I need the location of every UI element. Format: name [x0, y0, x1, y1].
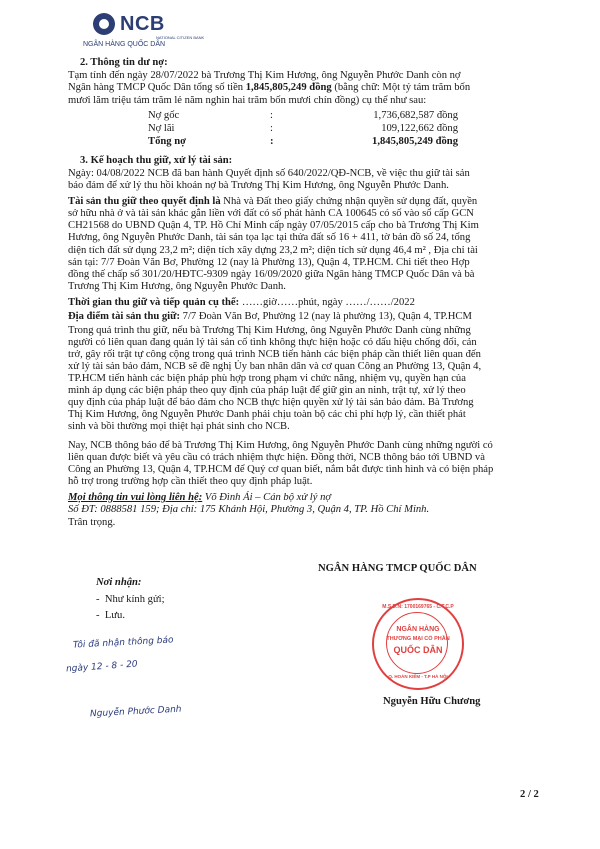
- debt-paragraph-line-1: Tạm tính đến ngày 28/07/2022 bà Trương Thị Kim Hương, ông Nguyễn Phước Danh còn nợ: [68, 70, 461, 81]
- paragraph-line: sinh và bồi thường mọi thiệt hại phát sinh cho NCB.: [68, 421, 290, 432]
- paragraph-line: mình áp dụng các biện pháp theo quy định của pháp luật để giữ gìn an ninh, trật tự, xử lý theo: [68, 385, 466, 396]
- paragraph-line: Thị Kim Hương, ông Nguyễn Phước Danh phải chịu toàn bộ các chi phí hợp lý, cần thiết phát: [68, 409, 466, 420]
- asset-line-6: sản tại: 7/7 Đoàn Văn Bơ, Phường 12 (nay là Phường 13), Quận 4, TP.HCM. Chi tiết theo Hợp: [68, 257, 470, 268]
- signature-org: NGÂN HÀNG TMCP QUỐC DÂN: [318, 563, 477, 574]
- recipients-title: Nơi nhận:: [96, 577, 142, 588]
- contact-info: Mọi thông tin vui lòng liên hệ: Võ Đình Ái – Cán bộ xử lý nợ: [68, 492, 332, 503]
- paragraph-line: người có liên quan đang quản lý tài sản cố tình không thực hiện hoặc có dấu hiệu chống đối, cản: [68, 337, 477, 348]
- bank-stamp: M.S.D.N: 1700169765 - C.T.C.P NGÂN HÀNG THƯƠNG MẠI CỔ PHẦN QUỐC DÂN Q. HOÀN KIẾM - T.P HÀ NỘI: [372, 598, 464, 690]
- recipient-item: - Như kính gửi;: [96, 594, 165, 605]
- handwritten-name: Nguyễn Phước Danh: [89, 704, 182, 720]
- paragraph-line: liên quan được biết và yêu cầu có trách nhiệm thực hiện. Đồng thời, NCB thông báo tới UBND và: [68, 452, 485, 463]
- seizure-location: Địa điểm tài sản thu giữ: 7/7 Đoàn Văn Bơ, Phường 12 (nay là phường 13), Quận 4, TP.HCM: [68, 311, 472, 322]
- asset-line-8: Trương Thị Kim Hương, ông Nguyễn Phước Danh.: [68, 281, 286, 292]
- row-label: Nợ lãi: [148, 123, 175, 134]
- section-2-title: 2. Thông tin dư nợ:: [80, 57, 168, 68]
- paragraph-line: quy định của pháp luật để bảo đảm cho NCB thực hiện quyền xử lý tài sản bảo đảm. Bà Trương: [68, 397, 474, 408]
- row-value: 1,736,682,587 đồng: [373, 110, 458, 121]
- paragraph-line: trở, gây rối trật tự công cộng trong quá trình NCB tiến hành các biện pháp cần thiết liên quan đến: [68, 349, 481, 360]
- decision-line-2: bảo đảm để xử lý thu hồi khoản nợ bà Trương Thị Kim Hương, ông Nguyễn Phước Danh.: [68, 180, 449, 191]
- asset-line-4: Hương, ông Nguyễn Phước Danh, tài sản tọa lạc tại thửa đất số 16 + 411, tờ bản đồ số 24, tổng: [68, 232, 471, 243]
- seizure-time: Thời gian thu giữ và tiếp quản cụ thể: ……giờ……phút, ngày ……/……/2022: [68, 297, 415, 308]
- signer-name: Nguyễn Hữu Chương: [383, 696, 481, 707]
- paragraph-line: hỗ trợ trong trường hợp cần thiết theo quy định pháp luật.: [68, 476, 313, 487]
- section-3-title: 3. Kế hoạch thu giữ, xử lý tài sản:: [80, 155, 233, 166]
- asset-line-7: đồng thế chấp số 301/20/HĐTC-9309 ngày 16/09/2020 giữa Ngân hàng TMCP Quốc Dân và bà: [68, 269, 475, 280]
- logo-name: NCB: [120, 13, 165, 35]
- page-number: 2 / 2: [520, 789, 539, 800]
- decision-line-1: Ngày: 04/08/2022 NCB đã ban hành Quyết định số 640/2022/QĐ-NCB, về việc thu giữ tài sản: [68, 168, 470, 179]
- logo-subtitle-vi: NGÂN HÀNG QUỐC DÂN: [83, 41, 166, 48]
- contact-phone: Số ĐT: 0888581 159; Địa chỉ: 175 Khánh Hội, Phường 3, Quận 4, TP. Hồ Chí Minh.: [68, 504, 430, 515]
- table-row-total: Tổng nợ : 1,845,805,249 đồng: [148, 136, 458, 147]
- table-row: Nợ lãi : 109,122,662 đồng: [148, 123, 458, 134]
- paragraph-line: xử lý tài sản bảo đảm, NCB sẽ đề nghị Ủy ban nhân dân và cơ quan Công an Phường 13, Quận 4,: [68, 361, 482, 372]
- debt-paragraph-line-3: mươi lăm triệu tám trăm lẻ năm nghìn hai trăm bốn mươi chín đồng) cụ thể như sau:: [68, 95, 427, 106]
- table-row: Nợ gốc : 1,736,682,587 đồng: [148, 110, 458, 121]
- asset-line-2: sở hữu nhà ở và tài sản khác gắn liền với đất có số phát hành CA 100645 có số vào sổ cấp GCN: [68, 208, 474, 219]
- paragraph-line: Trong quá trình thu giữ, nếu bà Trương Thị Kim Hương, ông Nguyễn Phước Danh cùng những: [68, 325, 471, 336]
- recipient-item: - Lưu.: [96, 610, 125, 621]
- paragraph-line: TP.HCM tiến hành các biện pháp phù hợp trong phạm vi chức năng, nhiệm vụ, quyền hạn của: [68, 373, 466, 384]
- row-value: 1,845,805,249 đồng: [372, 136, 458, 147]
- asset-line-5: diện tích đất sử dụng 23,2 m²; diện tích xây dựng 23,2 m²; diện tích sử dụng 46,4 m² , Địa chỉ tài: [68, 245, 478, 256]
- row-value: 109,122,662 đồng: [381, 123, 458, 134]
- handwritten-date: ngày 12 - 8 - 20: [65, 659, 138, 675]
- asset-line-3: CH21568 do UBND Quận 4, TP. Hồ Chí Minh cấp ngày 07/05/2015 cấp cho bà Trương Thị Kim: [68, 220, 479, 231]
- closing: Trân trọng.: [68, 517, 116, 528]
- handwritten-note: Tôi đã nhận thông báo: [72, 635, 174, 651]
- stamp-code: M.S.D.N: 1700169765 - C.T.C.P: [382, 604, 454, 610]
- ncb-logo-icon: [93, 13, 115, 35]
- paragraph-line: Công an Phường 13, Quận 4, TP.HCM để Quý cơ quan biết, nắm bắt được tình hình và có biện pháp: [68, 464, 494, 475]
- row-label: Nợ gốc: [148, 110, 180, 121]
- logo-subtitle-en: NATIONAL CITIZEN BANK: [156, 35, 205, 40]
- paragraph-line: Nay, NCB thông báo để bà Trương Thị Kim Hương, ông Nguyễn Phước Danh cùng những người có: [68, 440, 493, 451]
- debt-paragraph-line-2: Ngân hàng TMCP Quốc Dân tổng số tiền 1,845,805,249 đồng (bằng chữ: Một tỷ tám trăm bốn: [68, 82, 471, 93]
- asset-line-1: Tài sản thu giữ theo quyết định là Nhà và Đất theo giấy chứng nhận quyền sử dụng đất, quyền: [68, 196, 478, 207]
- row-label: Tổng nợ: [148, 136, 186, 147]
